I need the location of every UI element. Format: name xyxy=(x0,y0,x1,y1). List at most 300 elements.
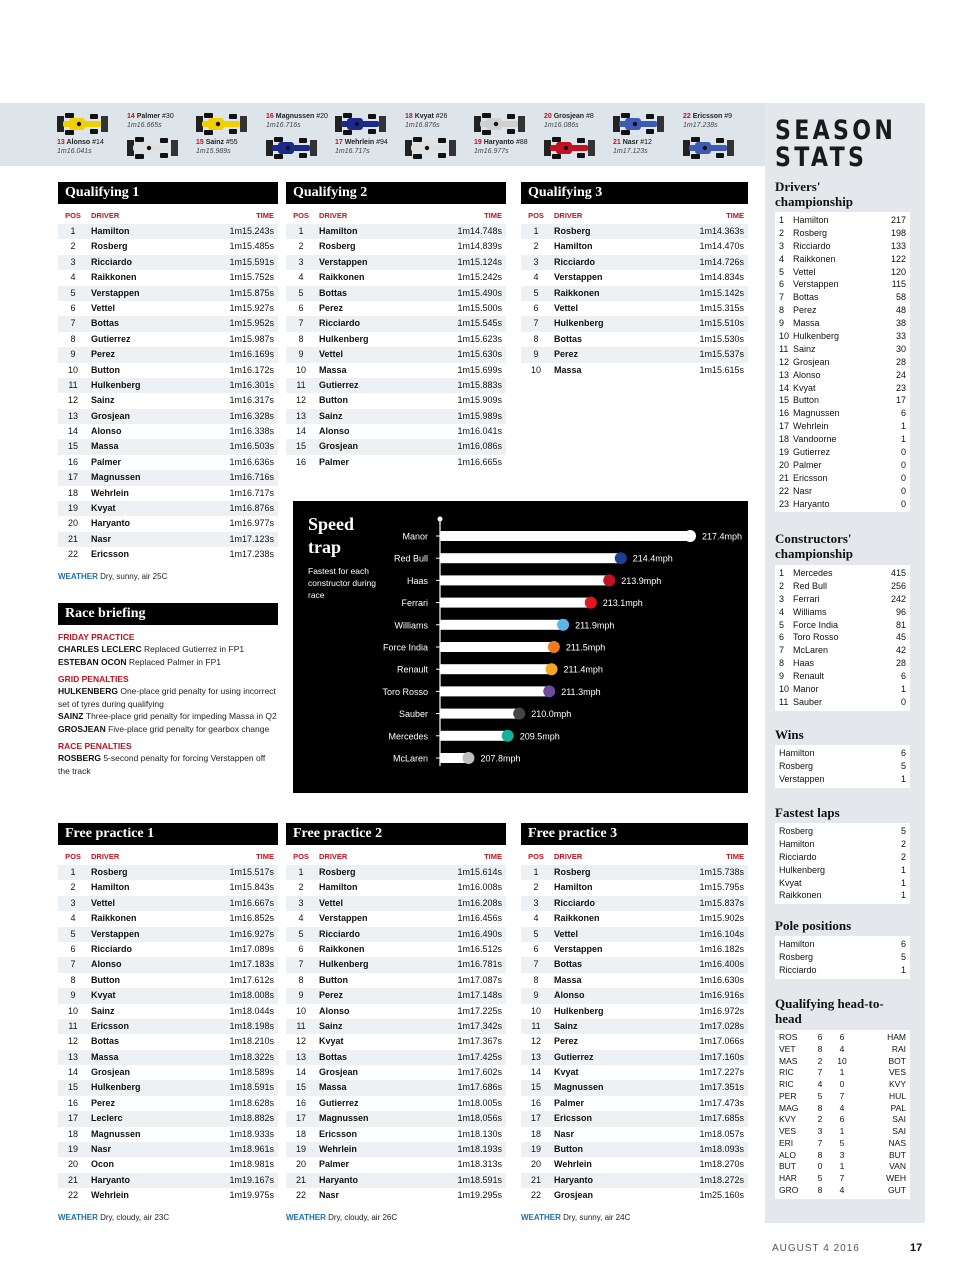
row-position: 19 xyxy=(530,1144,541,1155)
row-time: 1m15.591s xyxy=(229,256,274,267)
speed-trap-marker xyxy=(543,685,555,697)
row-position: 4 xyxy=(533,272,539,283)
row-position: 20 xyxy=(530,1159,541,1170)
table-row xyxy=(286,942,506,957)
briefing-item xyxy=(58,710,278,723)
table-row xyxy=(286,332,506,347)
stats-value: 6 xyxy=(900,748,906,758)
stats-value: 256 xyxy=(890,580,906,591)
row-driver: Haryanto xyxy=(91,518,131,529)
stats-value: 1 xyxy=(900,890,906,901)
wins-list xyxy=(775,745,910,788)
table-row xyxy=(58,501,278,516)
row-driver: Haryanto xyxy=(91,1174,131,1185)
column-header-driver: DRIVER xyxy=(319,852,348,861)
stats-row xyxy=(779,253,906,266)
briefing-item xyxy=(58,685,278,710)
row-time: 1m15.490s xyxy=(457,287,502,298)
weather-note xyxy=(521,1213,748,1222)
row-time: 1m15.615s xyxy=(699,364,744,375)
table-row xyxy=(286,896,506,911)
row-time: 1m16.456s xyxy=(457,913,502,924)
h2h-score-a: 2 xyxy=(817,1055,823,1066)
row-driver: Rosberg xyxy=(554,867,591,877)
grid-time: 1m16.716s xyxy=(266,122,301,129)
table-row xyxy=(58,516,278,531)
row-driver: Sainz xyxy=(91,395,115,406)
row-driver: Hamilton xyxy=(91,226,130,236)
speed-trap-category: Manor xyxy=(402,531,428,542)
row-position: 13 xyxy=(67,410,78,421)
table-row xyxy=(521,255,748,270)
row-position: 22 xyxy=(67,549,78,560)
stats-row xyxy=(779,278,906,291)
speed-trap-value: 211.3mph xyxy=(561,686,601,697)
table-header xyxy=(58,848,278,865)
row-time: 1m18.961s xyxy=(229,1144,274,1155)
h2h-driver-b: SAI xyxy=(892,1114,906,1125)
qualifying-3-title: Qualifying 3 xyxy=(521,182,748,204)
stats-position: 23 xyxy=(779,498,790,509)
row-time: 1m16.338s xyxy=(229,426,274,437)
table-row xyxy=(58,880,278,895)
table-row xyxy=(521,957,748,972)
speed-trap-bar xyxy=(440,598,591,608)
h2h-driver-b: VES xyxy=(888,1067,906,1078)
stats-value: 0 xyxy=(900,485,906,496)
stats-position: 11 xyxy=(779,696,789,707)
qualifying-1-title: Qualifying 1 xyxy=(58,182,278,204)
table-row xyxy=(521,301,748,316)
column-header-time: TIME xyxy=(726,852,744,861)
h2h-driver-a: GRO xyxy=(779,1184,799,1195)
table-row xyxy=(58,911,278,926)
head-to-head-row xyxy=(779,1185,906,1197)
head-to-head-row xyxy=(779,1044,906,1056)
row-position: 22 xyxy=(530,1190,541,1201)
speed-trap-marker xyxy=(615,552,627,564)
stats-position: 20 xyxy=(779,459,790,470)
row-time: 1m17.425s xyxy=(457,1051,502,1062)
stats-position: 9 xyxy=(779,671,785,682)
stats-row xyxy=(779,631,906,644)
stats-position: 14 xyxy=(779,382,790,393)
grid-position-label xyxy=(405,112,447,130)
table-row xyxy=(286,424,506,439)
speed-trap-subtitle: Fastest for each constructor during race xyxy=(308,566,377,600)
row-time: 1m17.148s xyxy=(457,990,502,1001)
column-header-time: TIME xyxy=(256,211,274,220)
row-driver: Grosjean xyxy=(319,441,359,452)
row-position: 11 xyxy=(68,379,78,390)
row-driver: Ocon xyxy=(91,1159,115,1170)
row-time: 1m16.008s xyxy=(457,882,502,893)
table-row xyxy=(521,332,748,347)
stats-name: Sauber xyxy=(793,696,823,707)
speed-trap-marker xyxy=(603,574,615,586)
table-row xyxy=(58,927,278,942)
row-time: 1m16.041s xyxy=(457,426,502,437)
head-to-head-row xyxy=(779,1103,906,1115)
table-row xyxy=(58,332,278,347)
row-driver: Massa xyxy=(319,1082,347,1093)
table-row xyxy=(521,270,748,285)
stats-value: 198 xyxy=(890,227,906,238)
row-time: 1m17.612s xyxy=(229,974,274,985)
stats-position: 8 xyxy=(779,305,785,316)
stats-name: Ricciardo xyxy=(793,240,831,251)
stats-row xyxy=(779,670,906,683)
h2h-driver-b: HAM xyxy=(887,1032,906,1042)
row-driver: Bottas xyxy=(91,1036,120,1047)
row-time: 1m17.473s xyxy=(699,1097,744,1108)
grid-position-label xyxy=(196,138,238,156)
row-driver: Haryanto xyxy=(319,1174,359,1185)
row-time: 1m18.056s xyxy=(457,1113,502,1124)
stats-name: Force India xyxy=(793,619,839,630)
column-header-time: TIME xyxy=(484,211,502,220)
speed-trap-category: Mercedes xyxy=(388,731,428,742)
stats-position: 4 xyxy=(779,253,785,264)
row-driver: Rosberg xyxy=(91,867,128,877)
h2h-score-a: 2 xyxy=(817,1114,823,1125)
table-row xyxy=(521,973,748,988)
stats-position: 7 xyxy=(779,645,785,656)
season-stats-sidebar xyxy=(765,103,925,1223)
table-row xyxy=(521,347,748,362)
row-driver: Ericsson xyxy=(319,1128,358,1139)
h2h-driver-a: KVY xyxy=(779,1114,797,1125)
row-position: 5 xyxy=(298,287,304,298)
row-driver: Raikkonen xyxy=(91,913,137,924)
table-row xyxy=(521,1004,748,1019)
head-to-head-row xyxy=(779,1032,906,1044)
stats-name: Magnussen xyxy=(793,408,840,419)
table-row xyxy=(58,301,278,316)
row-position: 7 xyxy=(70,318,76,329)
row-position: 9 xyxy=(533,990,539,1001)
h2h-score-b: 6 xyxy=(839,1114,845,1125)
weather-value: Dry, sunny, air 25C xyxy=(100,571,168,581)
f1-car-icon xyxy=(266,137,318,159)
table-row xyxy=(58,1034,278,1049)
row-driver: Bottas xyxy=(554,333,583,344)
table-row xyxy=(521,988,748,1003)
row-position: 3 xyxy=(298,897,304,908)
stats-name: Ricciardo xyxy=(779,851,817,862)
row-driver: Grosjean xyxy=(554,1190,594,1201)
row-position: 4 xyxy=(70,272,76,283)
row-position: 17 xyxy=(67,472,78,483)
column-header-pos: POS xyxy=(293,852,309,861)
stats-row xyxy=(779,606,906,619)
row-driver: Kvyat xyxy=(319,1036,344,1047)
row-position: 1 xyxy=(298,226,304,236)
row-position: 13 xyxy=(295,410,306,421)
row-time: 1m17.342s xyxy=(457,1020,502,1031)
table-row xyxy=(286,1019,506,1034)
row-driver: Sainz xyxy=(554,1020,578,1031)
stats-name: Ricciardo xyxy=(779,964,817,975)
briefing-item xyxy=(58,723,278,736)
h2h-score-b: 7 xyxy=(839,1090,845,1101)
h2h-score-b: 10 xyxy=(837,1055,847,1066)
row-position: 5 xyxy=(533,287,539,298)
row-position: 10 xyxy=(295,1005,306,1016)
row-driver: Vettel xyxy=(91,897,116,908)
table-header xyxy=(286,207,506,224)
stats-value: 1 xyxy=(900,773,906,784)
row-position: 18 xyxy=(530,1128,541,1139)
table-row xyxy=(58,439,278,454)
stats-name: Verstappen xyxy=(779,773,825,784)
table-row xyxy=(286,1096,506,1111)
stats-value: 58 xyxy=(895,292,906,303)
stats-row xyxy=(779,825,906,838)
row-driver: Perez xyxy=(91,1097,116,1108)
row-time: 1m15.243s xyxy=(229,226,274,236)
grid-position: 19 xyxy=(474,139,484,146)
stats-row xyxy=(779,266,906,279)
column-header-driver: DRIVER xyxy=(554,211,583,220)
speed-trap-value: 207.8mph xyxy=(480,753,521,764)
grid-position: 17 xyxy=(335,139,345,146)
stats-name: Haryanto xyxy=(793,498,830,509)
row-position: 17 xyxy=(295,1113,306,1124)
row-driver: Nasr xyxy=(91,533,112,544)
row-driver: Vettel xyxy=(554,302,579,313)
stats-position: 8 xyxy=(779,658,785,669)
row-time: 1m16.977s xyxy=(229,518,274,529)
row-driver: Massa xyxy=(91,441,119,452)
table-row xyxy=(58,942,278,957)
row-driver: Magnussen xyxy=(91,472,141,483)
column-header-pos: POS xyxy=(65,211,81,220)
column-header-driver: DRIVER xyxy=(91,852,120,861)
speed-trap-category: Sauber xyxy=(398,709,428,720)
table-row xyxy=(286,880,506,895)
row-time: 1m16.172s xyxy=(229,364,274,375)
row-driver: Nasr xyxy=(554,1128,575,1139)
speed-trap-category: Williams xyxy=(394,620,428,631)
grid-time: 1m17.238s xyxy=(683,122,718,129)
briefing-detail: Five-place grid penalty for gearbox change xyxy=(108,723,270,734)
table-row xyxy=(58,316,278,331)
h2h-score-b: 4 xyxy=(839,1102,845,1113)
row-time: 1m15.485s xyxy=(229,241,274,252)
row-driver: Ricciardo xyxy=(554,897,596,908)
row-time: 1m15.738s xyxy=(699,867,744,877)
table-row xyxy=(286,1188,506,1203)
stats-name: Wehrlein xyxy=(793,421,829,432)
stats-value: 23 xyxy=(895,382,906,393)
stats-position: 1 xyxy=(779,568,785,578)
stats-name: Hamilton xyxy=(793,215,829,225)
stats-value: 0 xyxy=(900,498,906,509)
table-row xyxy=(58,1004,278,1019)
row-driver: Wehrlein xyxy=(91,487,129,498)
row-position: 8 xyxy=(533,333,539,344)
row-position: 18 xyxy=(67,487,78,498)
stats-value: 2 xyxy=(900,851,906,862)
row-driver: Button xyxy=(91,974,120,985)
row-position: 19 xyxy=(67,503,78,514)
table-row xyxy=(521,1173,748,1188)
constructors-championship-title: Constructors' championship xyxy=(775,531,854,561)
axis-cap-top xyxy=(438,517,443,522)
table-row xyxy=(521,927,748,942)
row-driver: Ericsson xyxy=(91,549,130,560)
table-row xyxy=(286,1004,506,1019)
table-row xyxy=(58,1096,278,1111)
row-time: 1m14.748s xyxy=(457,226,502,236)
table-row xyxy=(286,363,506,378)
h2h-score-b: 4 xyxy=(839,1043,845,1054)
stats-row xyxy=(779,317,906,330)
row-position: 14 xyxy=(295,1067,306,1078)
h2h-driver-a: MAS xyxy=(779,1055,798,1066)
table-row xyxy=(58,1157,278,1172)
stats-value: 415 xyxy=(890,568,906,578)
stats-row xyxy=(779,760,906,773)
row-driver: Hamilton xyxy=(554,882,593,893)
h2h-score-a: 8 xyxy=(817,1043,823,1054)
f1-car-icon xyxy=(335,113,387,135)
row-position: 4 xyxy=(533,913,539,924)
stats-row xyxy=(779,227,906,240)
table-row xyxy=(286,255,506,270)
table-row xyxy=(286,393,506,408)
stats-name: Raikkonen xyxy=(793,253,836,264)
stats-row xyxy=(779,964,906,977)
row-position: 9 xyxy=(70,349,76,360)
stats-row xyxy=(779,394,906,407)
stats-position: 17 xyxy=(779,421,790,432)
row-time: 1m15.242s xyxy=(457,272,502,283)
grid-position: 21 xyxy=(613,139,623,146)
row-driver: Alonso xyxy=(319,1005,350,1016)
grid-time: 1m15.989s xyxy=(196,148,231,155)
stats-value: 5 xyxy=(900,760,906,771)
row-time: 1m16.665s xyxy=(457,456,502,467)
head-to-head-row xyxy=(779,1056,906,1068)
row-position: 4 xyxy=(70,913,76,924)
row-driver: Magnussen xyxy=(554,1082,604,1093)
h2h-score-b: 3 xyxy=(839,1149,845,1160)
row-driver: Kvyat xyxy=(554,1067,579,1078)
stats-value: 1 xyxy=(900,964,906,975)
row-time: 1m17.089s xyxy=(229,943,274,954)
row-position: 11 xyxy=(531,1020,541,1031)
table-row xyxy=(286,409,506,424)
stats-value: 17 xyxy=(895,395,906,406)
row-time: 1m15.124s xyxy=(457,256,502,267)
grid-driver: Sainz xyxy=(205,139,225,146)
row-position: 21 xyxy=(295,1174,306,1185)
stats-position: 22 xyxy=(779,485,790,496)
row-time: 1m16.781s xyxy=(457,959,502,970)
h2h-score-a: 5 xyxy=(817,1090,823,1101)
table-header xyxy=(521,848,748,865)
h2h-driver-b: PAL xyxy=(890,1102,906,1113)
head-to-head-row xyxy=(779,1150,906,1162)
row-time: 1m17.028s xyxy=(699,1020,744,1031)
grid-position-label xyxy=(683,112,732,130)
row-position: 1 xyxy=(533,867,539,877)
row-driver: Sainz xyxy=(319,410,343,421)
row-time: 1m15.952s xyxy=(229,318,274,329)
stats-value: 48 xyxy=(895,305,906,316)
speed-trap-value: 211.9mph xyxy=(575,620,615,631)
row-time: 1m15.142s xyxy=(699,287,744,298)
race-briefing-title: Race briefing xyxy=(58,603,278,625)
row-time: 1m15.843s xyxy=(229,882,274,893)
row-driver: Haryanto xyxy=(554,1174,594,1185)
row-driver: Palmer xyxy=(319,1159,350,1170)
table-row xyxy=(521,942,748,957)
briefing-section-heading: GRID PENALTIES xyxy=(58,674,129,684)
table-header xyxy=(286,848,506,865)
stats-position: 2 xyxy=(779,227,785,238)
row-position: 13 xyxy=(530,1051,541,1062)
stats-row xyxy=(779,567,906,580)
row-time: 1m17.066s xyxy=(699,1036,744,1047)
row-position: 10 xyxy=(67,364,78,375)
row-time: 1m15.987s xyxy=(229,333,274,344)
row-driver: Nasr xyxy=(91,1144,112,1155)
row-position: 6 xyxy=(70,943,76,954)
row-position: 17 xyxy=(67,1113,78,1124)
row-time: 1m18.933s xyxy=(229,1128,274,1139)
briefing-subject: SAINZ xyxy=(58,711,86,721)
row-driver: Perez xyxy=(91,349,116,360)
table-row xyxy=(286,973,506,988)
stats-row xyxy=(779,938,906,951)
stats-name: Raikkonen xyxy=(779,890,822,901)
row-driver: Rosberg xyxy=(319,867,356,877)
stats-name: Palmer xyxy=(793,459,822,470)
h2h-driver-b: RAI xyxy=(891,1043,906,1054)
stats-value: 120 xyxy=(890,266,906,277)
h2h-score-a: 0 xyxy=(817,1161,823,1172)
f1-car-icon xyxy=(683,137,735,159)
row-driver: Rosberg xyxy=(554,226,591,236)
table-row xyxy=(286,239,506,254)
row-time: 1m17.602s xyxy=(457,1067,502,1078)
table-row xyxy=(286,911,506,926)
row-time: 1m17.685s xyxy=(699,1113,744,1124)
speed-trap-value: 213.1mph xyxy=(602,598,643,609)
table-row xyxy=(58,1111,278,1126)
row-driver: Nasr xyxy=(319,1190,340,1201)
race-briefing xyxy=(58,603,278,777)
stats-position: 16 xyxy=(779,408,790,419)
stats-position: 10 xyxy=(779,331,790,342)
stats-value: 0 xyxy=(900,447,906,458)
h2h-driver-b: GUT xyxy=(888,1184,906,1195)
speed-trap-value: 217.4mph xyxy=(702,531,743,542)
row-time: 1m15.927s xyxy=(229,302,274,313)
head-to-head-title: Qualifying head-to-head xyxy=(775,996,884,1026)
stats-value: 1 xyxy=(900,877,906,888)
speed-trap-category: Haas xyxy=(406,575,428,586)
column-header-time: TIME xyxy=(484,852,502,861)
row-time: 1m18.008s xyxy=(229,990,274,1001)
row-time: 1m19.975s xyxy=(229,1190,274,1201)
stats-value: 28 xyxy=(895,658,906,669)
stats-position: 5 xyxy=(779,619,785,630)
table-row xyxy=(521,1111,748,1126)
